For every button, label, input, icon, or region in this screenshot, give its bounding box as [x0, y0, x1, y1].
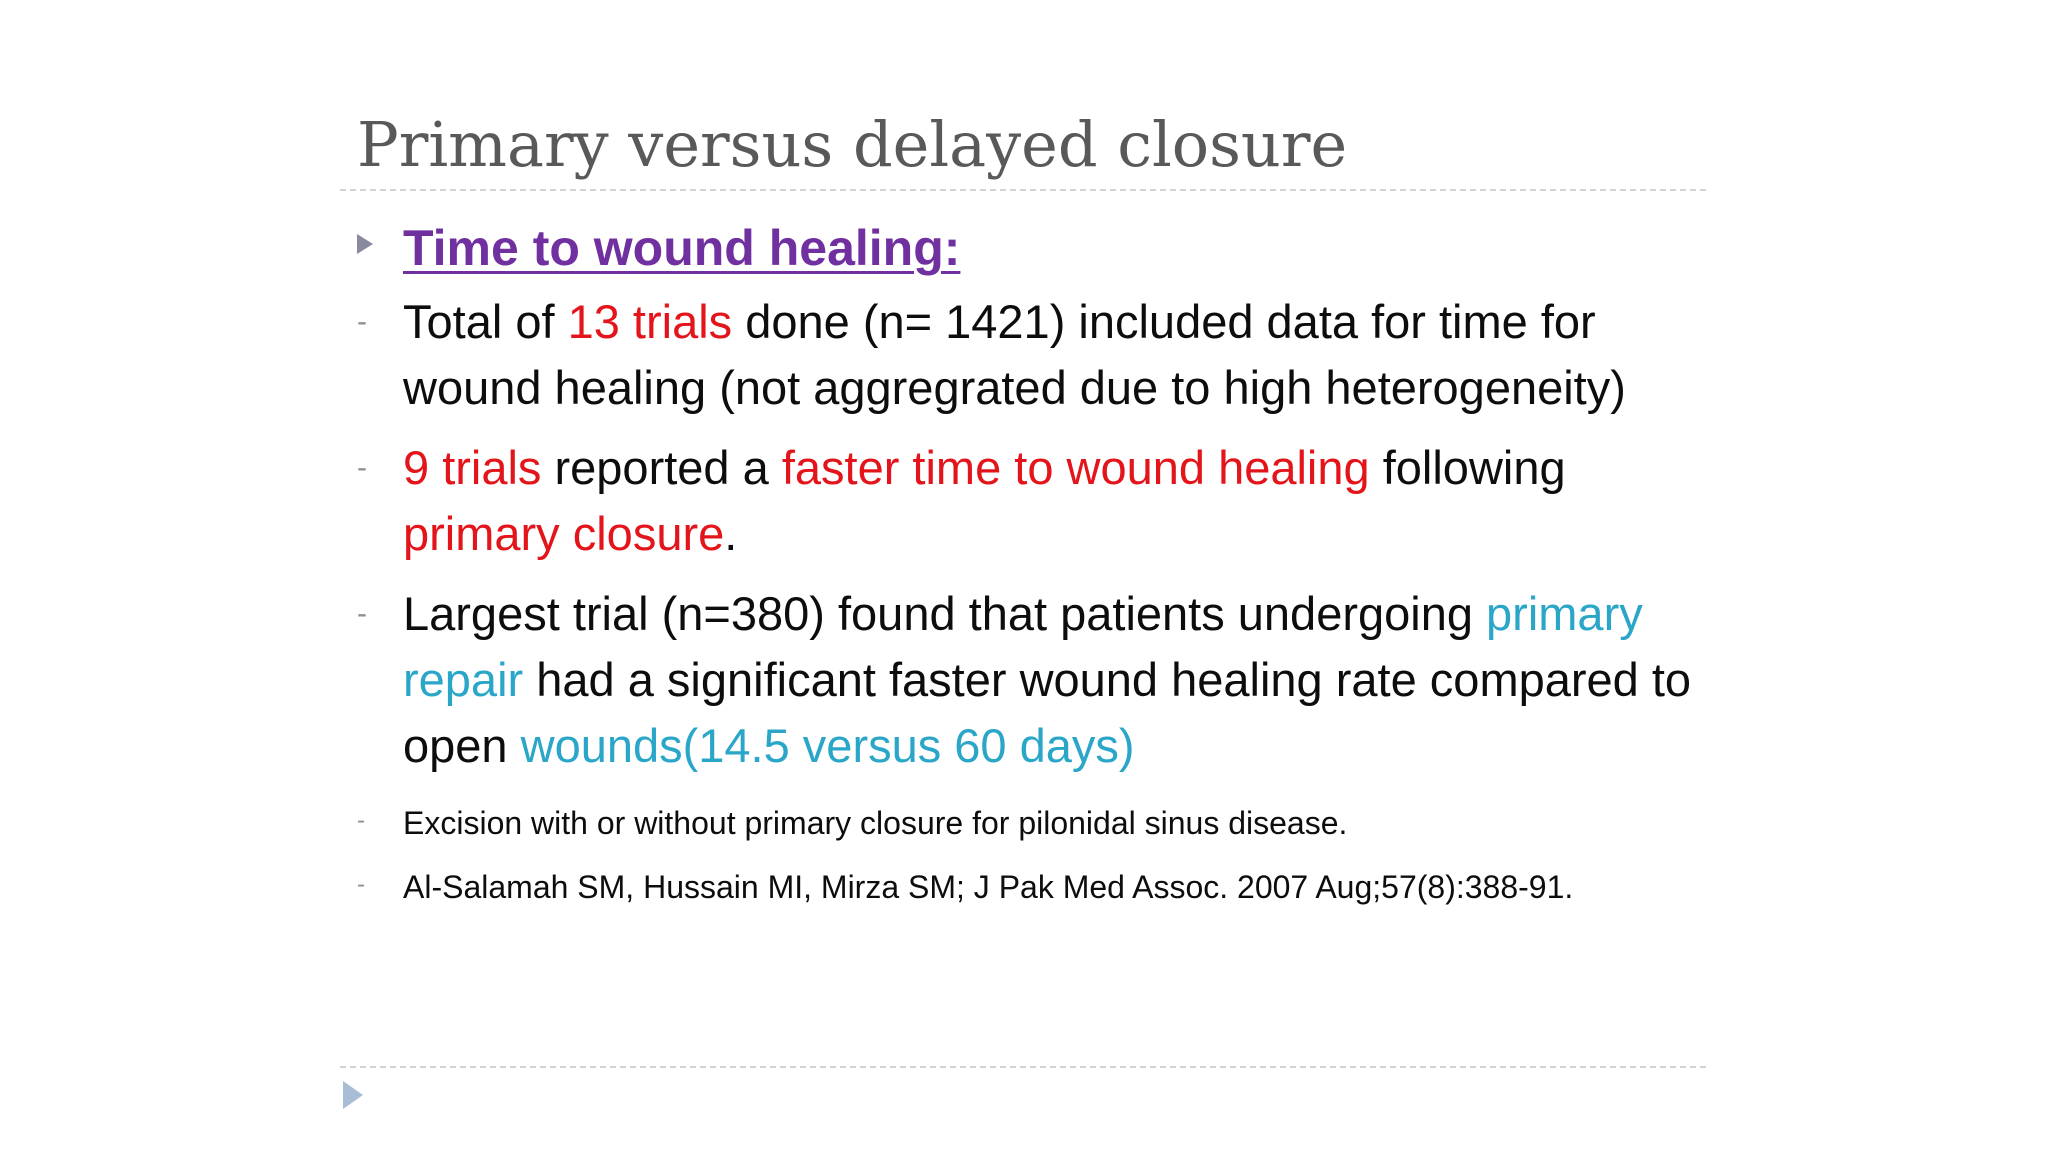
text-segment: reported a [541, 441, 782, 494]
reference-title-text: Excision with or without primary closure for pilonidal sinus disease. [403, 805, 1348, 841]
highlight-segment: faster time to wound healing [781, 441, 1370, 494]
bullet-text [403, 295, 1626, 414]
reference-citation [357, 865, 1697, 909]
text-segment: Largest trial (n=380) found that patients undergoing [403, 587, 1487, 640]
section-heading-text: Time to wound healing: [403, 220, 961, 276]
bullet-text [403, 441, 1566, 560]
title-divider [340, 189, 1706, 191]
section-heading [357, 215, 1697, 281]
triangle-bullet-icon [357, 234, 373, 254]
highlight-segment: wounds(14.5 versus 60 days) [520, 719, 1135, 772]
text-segment: following [1369, 441, 1566, 494]
bullet-text [403, 587, 1691, 772]
reference-title [357, 801, 1697, 845]
text-segment: had a significant faster wound healing rate compared to open [403, 653, 1692, 772]
slide-title: Primary versus delayed closure [357, 108, 1348, 181]
text-segment: . [724, 507, 738, 560]
text-segment: Total of [403, 295, 568, 348]
dash-bullet-icon: - [357, 871, 365, 898]
play-arrow-icon [343, 1081, 363, 1109]
bullet-item [357, 435, 1697, 567]
dash-bullet-icon: - [357, 451, 367, 484]
reference-citation-text: Al-Salamah SM, Hussain MI, Mirza SM; J Pak Med Assoc. 2007 Aug;57(8):388-91. [403, 869, 1574, 905]
dash-bullet-icon: - [357, 597, 367, 630]
bullet-item [357, 581, 1697, 779]
text-segment: done (n= 1421) included data for time for wound healing (not aggregrated due to high heterogeneity) [403, 295, 1626, 414]
dash-bullet-icon: - [357, 305, 367, 338]
highlight-segment: 9 trials [403, 441, 542, 494]
dash-bullet-icon: - [357, 807, 365, 834]
highlight-segment: primary repair [403, 587, 1643, 706]
bullet-item [357, 289, 1697, 421]
highlight-segment: 13 trials [567, 295, 733, 348]
slide-body [357, 215, 1697, 929]
footer-divider [340, 1066, 1706, 1068]
highlight-segment: primary closure [403, 507, 725, 560]
bullet-list [357, 289, 1697, 779]
